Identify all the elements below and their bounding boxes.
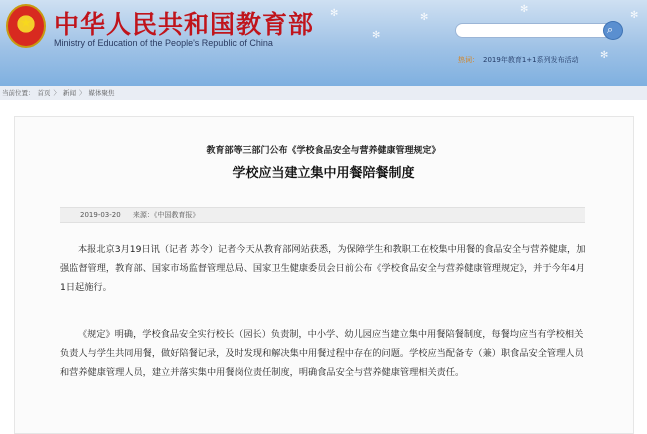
breadcrumb-separator: 〉 bbox=[79, 89, 86, 97]
snowflake-icon: ✻ bbox=[420, 12, 429, 23]
article-date: 2019-03-20 bbox=[80, 211, 121, 219]
article-headline: 学校应当建立集中用餐陪餐制度 bbox=[232, 166, 415, 181]
hot-words-label: 热词： bbox=[458, 56, 479, 64]
hot-words bbox=[458, 55, 579, 65]
star-icon: ★ bbox=[20, 16, 32, 31]
snowflake-icon: ✻ bbox=[520, 4, 529, 15]
article-source: 来源：《中国教育报》 bbox=[132, 211, 200, 219]
snowflake-icon: ✻ bbox=[330, 8, 339, 19]
snowflake-icon: ✻ bbox=[600, 50, 609, 61]
breadcrumb bbox=[0, 86, 647, 100]
site-subtitle: Ministry of Education of the People's Republic of China bbox=[54, 38, 273, 48]
site-header bbox=[0, 0, 647, 86]
breadcrumb-item-news[interactable]: 新闻 bbox=[63, 89, 76, 97]
search-input[interactable] bbox=[455, 23, 615, 38]
snowflake-icon: ✻ bbox=[372, 30, 381, 41]
search-icon: ⌕ bbox=[607, 23, 614, 36]
hot-words-link[interactable]: 2019年教育1+1系列发布活动 bbox=[483, 56, 579, 64]
site-title[interactable]: 中华人民共和国教育部 bbox=[54, 10, 315, 39]
national-emblem-logo[interactable] bbox=[6, 4, 46, 48]
breadcrumb-item-media[interactable]: 媒体聚焦 bbox=[88, 89, 115, 97]
article-meta bbox=[60, 207, 585, 223]
search-button[interactable] bbox=[603, 21, 623, 40]
article-kicker: 教育部等三部门公布《学校食品安全与营养健康管理规定》 bbox=[206, 146, 441, 156]
breadcrumb-item-home[interactable]: 首页 bbox=[37, 89, 51, 97]
breadcrumb-separator: 〉 bbox=[53, 89, 60, 97]
snowflake-icon: ✻ bbox=[630, 10, 639, 21]
article-paragraph: 《规定》明确，学校食品安全实行校长（园长）负责制，中小学、幼儿园应当建立集中用餐陪餐制度，每餐均应当有学校相关负责人与学生共同用餐，做好陪餐记录，及时发现和解决集中用餐过程中存在的问题。学校应当配备专（兼）职食品安全管理人员和营养健康管理人员，建立并落实集中用餐岗位责任制度，明确食品安全与营养健康管理相关责任。 bbox=[60, 329, 584, 378]
breadcrumb-prefix: 当前位置： bbox=[2, 89, 35, 97]
article-paragraph: 本报北京3月19日讯（记者 苏令）记者今天从教育部网站获悉，为保障学生和教职工在校集中用餐的食品安全与营养健康，加强监督管理，教育部、国家市场监督管理总局、国家卫生健康委员会日前公布《学校食品安全与营养健康管理规定》，并于今年4月1日起施行。 bbox=[60, 244, 586, 293]
